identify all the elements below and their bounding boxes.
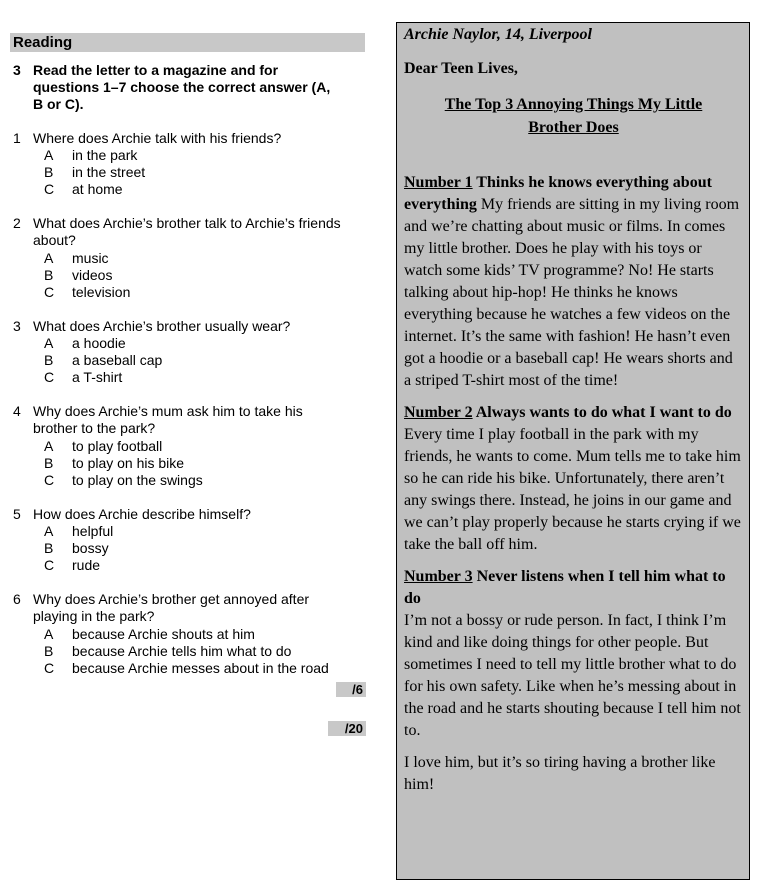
option-text: because Archie tells him what to do [72,643,292,659]
question-number: 1 [13,130,21,146]
option-a [0,335,380,352]
paragraph-number: Number 3 [404,568,473,585]
option-letter: A [44,523,54,539]
option-letter: B [44,164,54,180]
option-b [0,352,380,369]
paragraph-heading: Never listens when I tell him what to do [404,568,726,607]
option-a [0,626,380,643]
question-number: 6 [13,591,21,607]
option-letter: B [44,352,54,368]
option-a [0,438,380,455]
question-text: Why does Archie’s mum ask him to take his brother to the park? [33,403,303,436]
paragraph-body: Every time I play football in the park with my friends, he wants to come. Mum tells me to take him so he can ride his bike. Unfortunately, there aren’t any swings there. Instead, he joins in our game and we can’t play properly because he starts crying if we take the ball off him. [404,426,741,553]
option-letter: C [44,660,55,676]
paragraph-heading: Thinks he knows everything about everything [404,174,712,213]
paragraph-number: Number 1 [404,174,473,191]
section-score: /6 [336,682,366,697]
question-text: What does Archie’s brother usually wear? [33,318,291,334]
instruction-number: 3 [13,62,21,78]
option-c [0,472,380,489]
option-letter: B [44,643,54,659]
option-text: because Archie shouts at him [72,626,255,642]
total-score: /20 [328,721,366,736]
option-letter: A [44,335,54,351]
option-text: rude [72,557,101,573]
option-letter: B [44,455,54,471]
question-number: 3 [13,318,21,334]
instruction-text: Read the letter to a magazine and for questions 1–7 choose the correct answer (A, B or C). [33,62,331,112]
paragraph-body: I’m not a bossy or rude person. In fact, I think I’m kind and like doing things for other people. But sometimes I need to tell my little brother what to do for his own safety. Like when he’s messing about in the road and he starts shouting because I tell him not to. [404,612,741,739]
option-a [0,147,380,164]
paragraph-number: Number 2 [404,404,473,421]
option-letter: A [44,438,54,454]
paragraph-body: My friends are sitting in my living room and we’re chatting about music or films. In comes my little brother. Does he play with his toys or watch some kids’ TV programme? No! He starts talking about hip-hop! He thinks he knows everything because he watches a few videos on the internet. It’s the same with fashion! He hasn’t even got a hoodie or a baseball cap! He wears shorts and a striped T-shirt most of the time! [404,196,740,389]
option-letter: A [44,626,54,642]
letter-headline: The Top 3 Annoying Things My Little Brother Does [444,96,703,136]
option-c [0,557,380,574]
option-a [0,250,380,267]
letter-greeting: Dear Teen Lives, [404,60,518,77]
letter-author: Archie Naylor, 14, Liverpool [404,26,592,43]
option-b [0,455,380,472]
option-text: a baseball cap [72,352,163,368]
option-c [0,181,380,198]
option-text: helpful [72,523,114,539]
question-text: Where does Archie talk with his friends? [33,130,282,146]
option-b [0,267,380,284]
option-text: to play football [72,438,163,454]
section-title: Reading [10,33,365,52]
question-number: 5 [13,506,21,522]
question-text: How does Archie describe himself? [33,506,251,522]
option-letter: A [44,147,54,163]
question-number: 4 [13,403,21,419]
option-letter: C [44,284,55,300]
question-number: 2 [13,215,21,231]
option-text: television [72,284,131,300]
option-b [0,643,380,660]
option-letter: C [44,369,55,385]
option-text: in the street [72,164,146,180]
option-c [0,284,380,301]
option-c [0,369,380,386]
option-letter: C [44,181,55,197]
option-text: music [72,250,109,266]
option-text: videos [72,267,113,283]
option-letter: B [44,540,54,556]
paragraph-heading: Always wants to do what I want to do [472,404,732,421]
option-text: bossy [72,540,109,556]
question-text: Why does Archie’s brother get annoyed after playing in the park? [33,591,310,624]
question-text: What does Archie’s brother talk to Archie’s friends about? [33,215,341,248]
option-text: to play on the swings [72,472,203,488]
option-c [0,660,380,677]
option-letter: C [44,557,55,573]
letter-paragraph-3 [404,566,743,742]
option-b [0,540,380,557]
letter-closing: I love him, but it’s so tiring having a brother like him! [404,754,716,793]
option-text: to play on his bike [72,455,185,471]
option-text: a hoodie [72,335,126,351]
option-letter: B [44,267,54,283]
option-text: at home [72,181,123,197]
letter-paragraph-1 [404,172,743,392]
option-letter: A [44,250,54,266]
option-text: a T-shirt [72,369,123,385]
letter-paragraph-2 [404,402,743,556]
magazine-letter [396,22,750,880]
option-letter: C [44,472,55,488]
option-text: in the park [72,147,138,163]
option-b [0,164,380,181]
option-text: because Archie messes about in the road [72,660,329,676]
option-a [0,523,380,540]
